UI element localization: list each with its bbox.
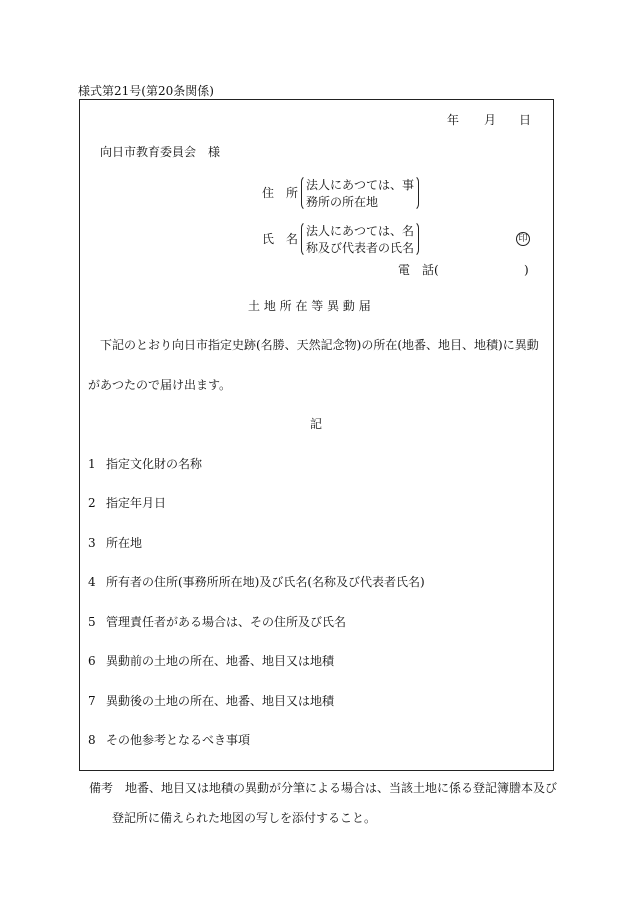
name-note-line1: 法人にあつては、名 [306, 224, 415, 238]
list-item: 3 所在地 [88, 536, 143, 550]
form-number: 様式第21号(第20条関係) [78, 84, 214, 98]
date-year: 年 [447, 113, 460, 127]
addressee: 向日市教育委員会 様 [100, 145, 221, 159]
document-title: 土 地 所 在 等 異 動 届 [248, 299, 371, 313]
name-label: 氏 名 [262, 232, 299, 246]
remarks-line-2: 登記所に備えられた地図の写しを添付すること。 [112, 811, 377, 825]
list-item: 8 その他参考となるべき事項 [88, 733, 251, 747]
body-line-1: 下記のとおり向日市指定史跡(名勝、天然記念物)の所在(地番、地目、地積)に異動 [100, 338, 539, 352]
address-label: 住 所 [262, 186, 299, 200]
body-line-2: があつたので届け出ます。 [88, 378, 232, 392]
list-item: 7 異動後の土地の所在、地番、地目又は地積 [88, 694, 335, 708]
address-note-line2: 務所の所在地 [306, 195, 379, 209]
date-day: 日 [519, 113, 532, 127]
list-item: 4 所有者の住所(事務所所在地)及び氏名(名称及び代表者氏名) [88, 575, 425, 589]
list-item: 1 指定文化財の名称 [88, 457, 203, 471]
remarks-line-1: 備考 地番、地目又は地積の異動が分筆による場合は、当該土地に係る登記簿謄本及び [89, 781, 558, 795]
date-month: 月 [484, 113, 497, 127]
phone-label: 電 話( [398, 263, 439, 277]
list-item: 5 管理責任者がある場合は、その住所及び氏名 [88, 615, 347, 629]
ki-heading: 記 [310, 417, 323, 431]
phone-close: ) [524, 263, 529, 277]
list-item: 6 異動前の土地の所在、地番、地目又は地積 [88, 654, 335, 668]
list-item: 2 指定年月日 [88, 496, 167, 510]
name-note-line2: 称及び代表者の氏名 [306, 241, 415, 255]
address-note-line1: 法人にあつては、事 [306, 178, 415, 192]
seal-mark: 印 [516, 232, 530, 246]
